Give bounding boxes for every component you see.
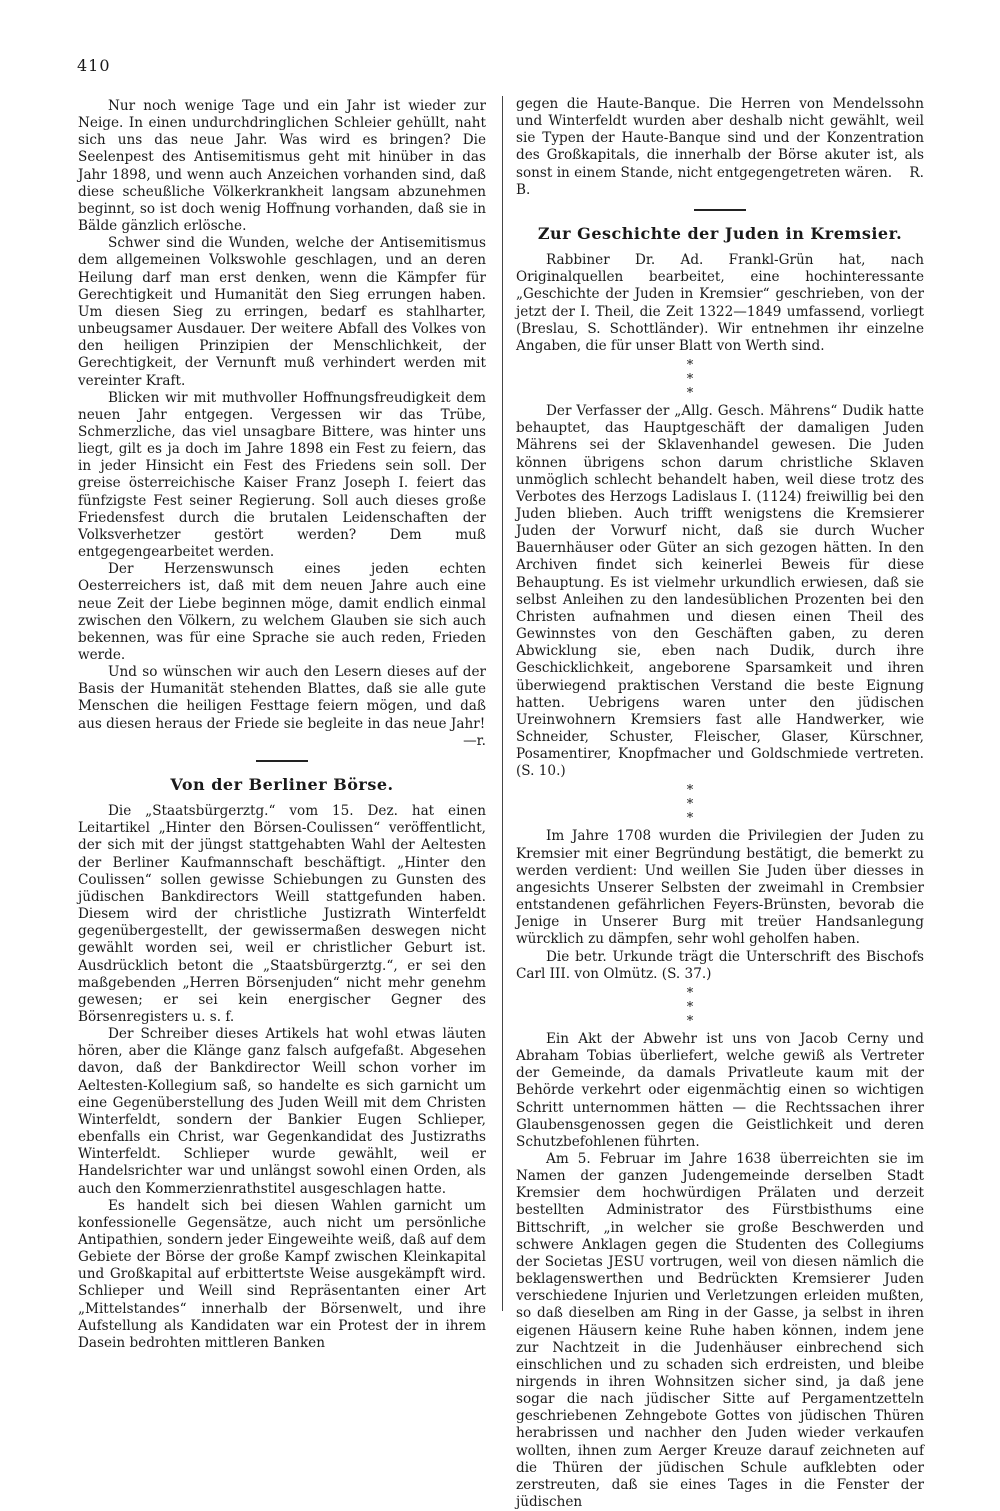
- paragraph: Und so wünschen wir auch den Lesern dieses auf der Basis der Humanität stehenden Blattes, daß sie alle gute Menschen die heiligen Festtage feiern mögen, und daß aus diesen heraus der Friede sie begleite in das neue Jahr!: [78, 664, 486, 732]
- paragraph: Am 5. Februar im Jahre 1638 überreichten sie im Namen der ganzen Judengemeinde derselben Stadt Kremsier dem hochwürdigen Prälaten und derzeit bestellten Administrator des Fürstbisthums eine Bittschrift, „in welcher sie große Beschwerden und schwere Anklagen gegen die Studenten des Collegiums der Societas JESU vortrugen, weil von diesen nämlich die beklagenswerthen und Bedrückten Kremsierer Juden verschiedene Injurien und Verletzungen erleiden mußten, so daß dieselben am Ring in der Gasse, ja selbst in ihren eigenen Häusern keine Ruhe haben können, indem jene zur Nachtzeit in die Judenhäuser einbrechend sich einschlichen und zu schaden sich erdreisten, und bleibe nirgends in ihren Wohnsitzen sicher sind, ja daß jene sogar die nach jüdischer Sitte auf Pergamentzetteln geschriebenen Zehngebote Gottes von jüdischen Thüren herabrissen und nachher den Juden wieder verkaufen wollten, ihnen zum Aerger Kreuze darauf zeichneten auf die Thüren der jüdischen Schule aufklebten oder zerstreuten, daß sie eines Tages in die Fenster der jüdischen: [516, 1150, 924, 1511]
- right-column: [516, 96, 924, 1511]
- paragraph: Ein Akt der Abwehr ist uns von Jacob Cerny und Abraham Tobias überliefert, welche gewiß als Vertreter der Gemeinde, da damals Privatleute kaum mit der Behörde verkehrt oder eigenmächtig einen so wichtigen Schritt unternommen hätten — die Rechtssachen ihrer Glaubensgenossen gegen die Geistlichkeit und deren Schutzbefohlenen führten.: [516, 1030, 924, 1150]
- column-divider: [502, 96, 503, 1311]
- paragraph: Die „Staatsbürgerztg.“ vom 15. Dez. hat einen Leitartikel „Hinter den Börsen-Coulissen“ veröffentlicht, der sich mit der jüngst stattgehabten Wahl der Aeltesten der Berliner Kaufmannschaft beschäftigt. „Hinter den Coulissen“ sollen gewisse Schiebungen zu Gunsten des jüdischen Bankdirectors Weill stattgefunden haben. Diesem wird der christliche Justizrath Winterfeldt gegenübergestellt, der gewissermaßen deswegen nicht gewählt worden sei, weil er christlicher Geburt ist. Ausdrücklich betont die „Staatsbürgerztg.“, er sei den maßgebenden „Herren Börsenjuden“ nicht mehr genehm gewesen; er sei kein energischer Gegner des Börsenregisters u. s. f.: [78, 803, 486, 1025]
- signature: R. B.: [516, 164, 924, 198]
- star-separator: * * *: [686, 783, 844, 827]
- signature: —r.: [463, 732, 486, 749]
- section-separator: [256, 760, 308, 762]
- section-separator: [694, 209, 746, 211]
- paragraph: Blicken wir mit muthvoller Hoffnungsfreudigkeit dem neuen Jahr entgegen. Vergessen wir das Trübe, Schmerzliche, das viel unsagbare Bittere, was hinter uns liegt, gilt es ja doch im Jahre 1898 ein Fest zu feiern, das in jeder Hinsicht ein Fest des Friedens sein soll. Der greise österreichische Kaiser Franz Joseph I. feiert das fünfzigste Fest seiner Regierung. Soll auch dieses große Friedensfest durch die brutalen Leidenschaften der Volksverhetzer gestört werden? Dem muß entgegengearbeitet werden.: [78, 389, 486, 561]
- page-number: 410: [77, 56, 111, 75]
- continuation-paragraph: gegen die Haute-Banque. Die Herren von Mendelssohn und Winterfeldt wurden aber deshalb nicht gewählt, weil sie Typen der Haute-Banque sind und der Konzentration des Großkapitals, die innerhalb der Börse akuter ist, als sonst in einem Stande, nicht entgegengetreten wären. R. B.: [516, 96, 924, 198]
- paragraph: Die betr. Urkunde trägt die Unterschrift des Bischofs Carl III. von Olmütz. (S. 37.): [516, 948, 924, 982]
- intro-article: [78, 98, 486, 750]
- left-column: [78, 98, 486, 1352]
- paragraph: Der Schreiber dieses Artikels hat wohl etwas läuten hören, aber die Klänge ganz falsch aufgefaßt. Abgesehen davon, daß der Bankdirector Weill schon vorher im Aeltesten-Kollegium saß, so handelte es sich garnicht um eine Gegenüberstellung des Juden Weill mit dem Christen Winterfeldt, sondern der Bankier Eugen Schlieper, ebenfalls ein Christ, war Gegenkandidat des Justizraths Winterfeldt. Schlieper wurde gewählt, weil er Handelsrichter war und unlängst sowohl einen Orden, als auch den Kommerzienrathstitel ausgeschlagen hatte.: [78, 1026, 486, 1197]
- boerse-article: [78, 803, 486, 1352]
- paragraph: Der Verfasser der „Allg. Gesch. Mährens“ Dudik hatte behauptet, das Hauptgeschäft der damaligen Juden Mährens sei der Sklavenhandel gewesen. Die Juden können übrigens schon darum christliche Sklaven unmöglich schlecht behandelt haben, weil diese trotz des Verbotes des Herzogs Ladislaus I. (1124) freiwillig bei den Juden blieben. Auch trifft wenigstens die Kremsierer Juden der Vorwurf nicht, daß sie durch Wucher Bauernhäuser oder Güter an sich gezogen hätten. In den Archiven findet sich keinerlei Beweis für diese Behauptung. Es ist vielmehr urkundlich erwiesen, daß sie selbst Anleihen zu den landesüblichen Prozenten bei den Christen aufnahmen und diesen einen Theil des Gewinnstes von den Geschäften gaben, zu deren Abwicklung sie, eben nach Dudik, durch ihre Geschicklichkeit, angeborene Sparsamkeit und ihren überwiegend praktischen Verstand die beste Eignung hatten. Uebrigens waren unter den jüdischen Ureinwohnern Kremsiers fast alle Handwerker, wie Schneider, Schuster, Fleischer, Glaser, Kürschner, Posamentirer, Knopfmacher und Goldschmiede vertreten. (S. 10.): [516, 403, 924, 780]
- paragraph: Im Jahre 1708 wurden die Privilegien der Juden zu Kremsier mit einer Begründung bestätigt, die bemerkt zu werden verdient: Und weillen Sie Juden über diesses in angesichts Unserer Selbsten der zweimahl in Crembsier entstandenen gefährlichen Feyers-Brünsten, bevorab die Jenige in Unserer Burg mit treüer Handsanlegung würcklich zu dämpfen, sehr wohl geholfen haben.: [516, 828, 924, 948]
- paragraph: Rabbiner Dr. Ad. Frankl-Grün hat, nach Originalquellen bearbeitet, eine hochinteressante „Geschichte der Juden in Kremsier“ geschrieben, von der jetzt der I. Theil, die Zeit 1322—1849 umfassend, vorliegt (Breslau, S. Schottländer). Wir entnehmen ihr einzelne Angaben, die für unser Blatt von Werth sind.: [516, 252, 924, 354]
- star-separator: * * *: [686, 985, 844, 1029]
- section-title: Von der Berliner Börse.: [170, 774, 394, 794]
- paragraph: Schwer sind die Wunden, welche der Antisemitismus dem allgemeinen Volkswohle geschlagen, und an deren Heilung darf man erst denken, wenn die Kämpfer für Gerechtigkeit und Humanität den Sieg errungen haben. Um diesen Sieg zu erringen, bedarf es stahlharter, unbeugsamer Ausdauer. Der weitere Abfall des Volkes von den heiligen Prinzipien der Menschlichkeit, der Gerechtigkeit, der Vernunft muß verhindert werden mit vereinter Kraft.: [78, 235, 486, 389]
- paragraph: Es handelt sich bei diesen Wahlen garnicht um konfessionelle Gegensätze, auch nicht um persönliche Antipathien, sondern jeder Eingeweihte weiß, daß auf dem Gebiete der Börse der große Kampf zwischen Kleinkapital und Großkapital auf erbittertste Weise ausgekämpft wird. Schlieper und Weill sind Repräsentanten einer Art „Mittelstandes“ innerhalb der Börsenwelt, und ihre Aufstellung als Kandidaten war ein Protest der in ihrem Dasein bedrohten mittleren Banken: [78, 1197, 486, 1351]
- star-separator: * * *: [686, 358, 844, 402]
- section-title: Zur Geschichte der Juden in Kremsier.: [537, 223, 903, 243]
- paragraph: Der Herzenswunsch eines jeden echten Oesterreichers ist, daß mit dem neuen Jahre auch eine neue Zeit der Liebe beginnen möge, damit endlich einmal zwischen den Völkern, zu welchem Glauben sie sich auch bekennen, was für eine Sprache sie auch reden, Frieden werde.: [78, 561, 486, 663]
- paragraph: Nur noch wenige Tage und ein Jahr ist wieder zur Neige. In einen undurchdringlichen Schleier gehüllt, naht sich uns das neue Jahr. Was wird es bringen? Die Seelenpest des Antisemitismus geht mit hinüber in das Jahr 1898, und wenn auch Anzeichen vorhanden sind, daß diese scheußliche Völkerkrankheit langsam abzunehmen beginnt, so ist doch wenig Hoffnung vorhanden, daß sie in Bälde gänzlich erlösche.: [78, 98, 486, 235]
